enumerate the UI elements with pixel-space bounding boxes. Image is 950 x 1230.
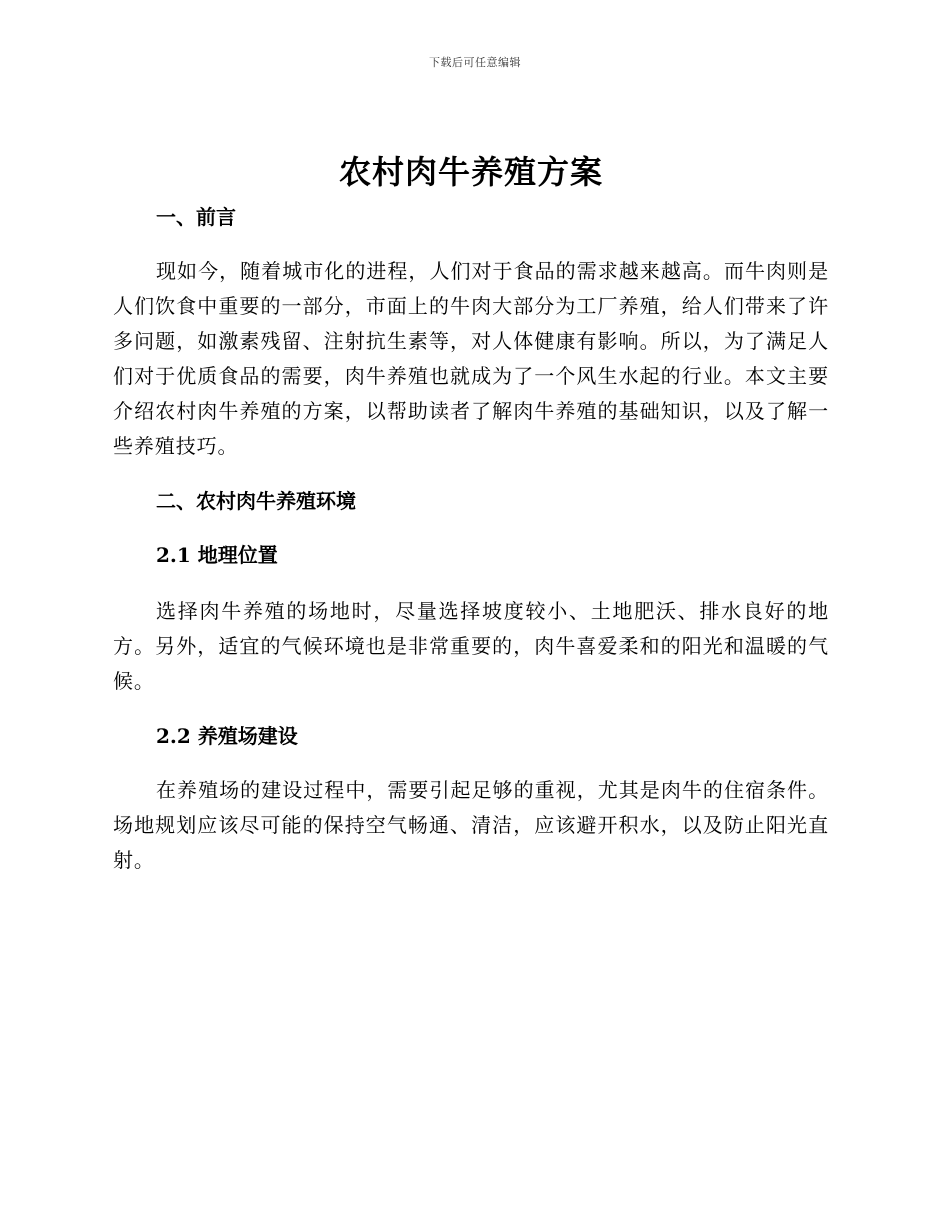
subsection-paragraph-location: 选择肉牛养殖的场地时，尽量选择坡度较小、土地肥沃、排水良好的地方。另外，适宜的气候环境也是非常重要的，肉牛喜爱柔和的阳光和温暖的气候。 [113, 599, 829, 693]
section-paragraph-preface: 现如今，随着城市化的进程，人们对于食品的需求越来越高。而牛肉则是人们饮食中重要的一部分，市面上的牛肉大部分为工厂养殖，给人们带来了许多问题，如激素残留、注射抗生素等，对人体健康有影响。所以，为了满足人们对于优质食品的需要，肉牛养殖也就成为了一个风生水起的行业。本文主要介绍农村肉牛养殖的方案，以帮助读者了解肉牛养殖的基础知识，以及了解一些养殖技巧。 [113, 259, 829, 458]
document-body [113, 148, 829, 878]
subsection-heading-construction: 2.2 养殖场建设 [156, 724, 298, 748]
header-note: 下载后可任意编辑 [429, 56, 521, 69]
subsection-paragraph-construction: 在养殖场的建设过程中，需要引起足够的重视，尤其是肉牛的住宿条件。场地规划应该尽可能的保持空气畅通、清洁，应该避开积水，以及防止阳光直射。 [113, 778, 829, 872]
section-heading-environment: 二、农村肉牛养殖环境 [156, 489, 356, 513]
document-title: 农村肉牛养殖方案 [338, 153, 603, 191]
section-heading-preface: 一、前言 [156, 205, 236, 229]
subsection-heading-location: 2.1 地理位置 [156, 543, 278, 567]
